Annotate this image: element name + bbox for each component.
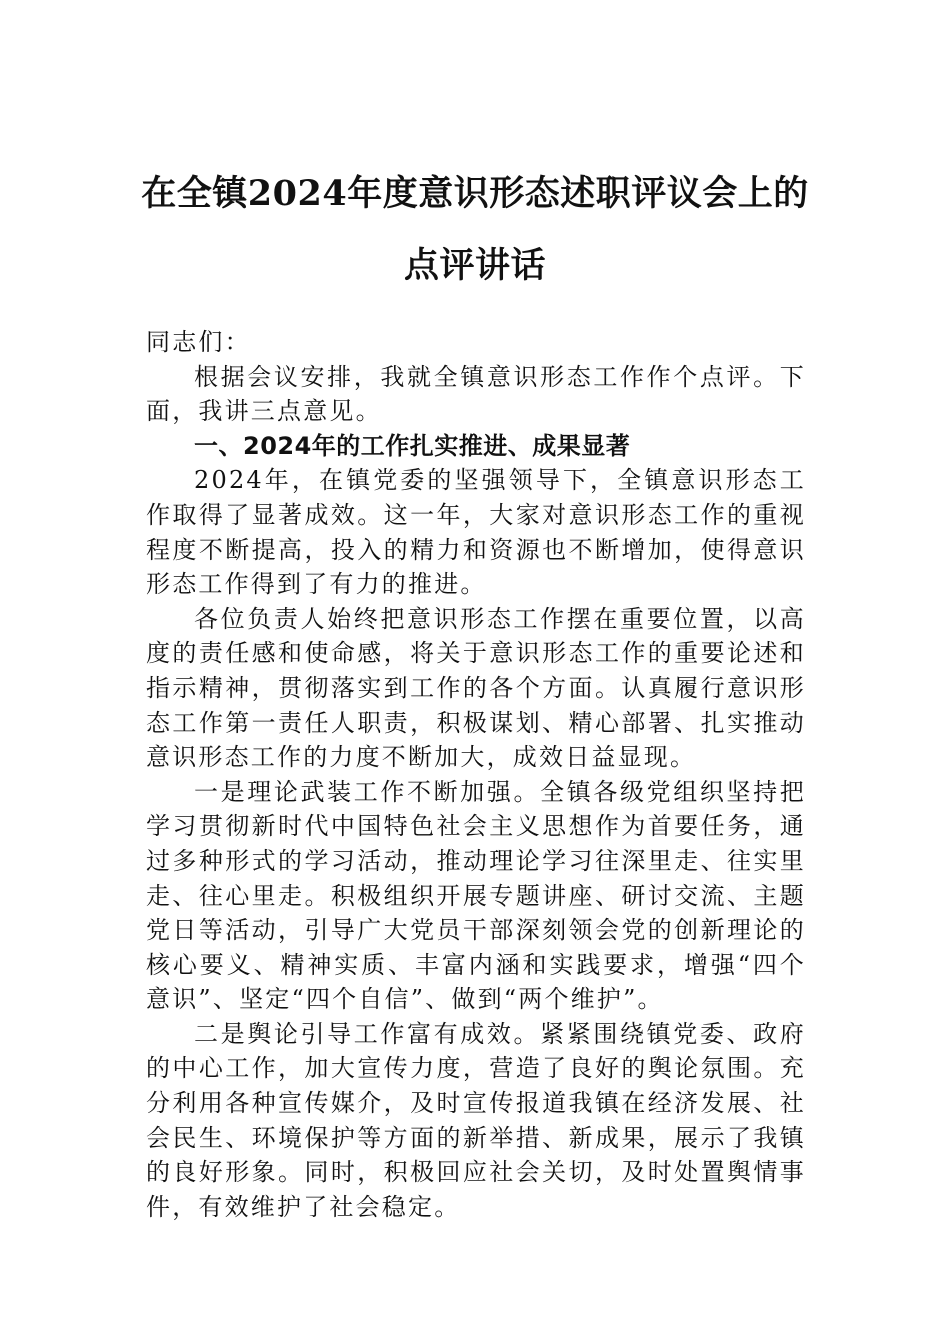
- title-line-1: 在全镇2024年度意识形态述职评议会上的: [141, 173, 809, 214]
- paragraph-4: 二是舆论引导工作富有成效。紧紧围绕镇党委、政府的中心工作，加大宣传力度，营造了良好的舆论氛围。充分利用各种宣传媒介，及时宣传报道我镇在经济发展、社会民生、环境保护等方面的新举措、新成果，展示了我镇的良好形象。同时，积极回应社会关切，及时处置舆情事件，有效维护了社会稳定。: [146, 1019, 806, 1221]
- intro-paragraph: 根据会议安排，我就全镇意识形态工作作个点评。下面，我讲三点意见。: [146, 362, 806, 426]
- greeting: 同志们：: [146, 328, 251, 356]
- paragraph-2: 各位负责人始终把意识形态工作摆在重要位置，以高度的责任感和使命感，将关于意识形态工作的重要论述和指示精神，贯彻落实到工作的各个方面。认真履行意识形态工作第一责任人职责，积极谋划、精心部署、扎实推动意识形态工作的力度不断加大，成效日益显现。: [146, 604, 806, 772]
- section-heading-1: 一、2024年的工作扎实推进、成果显著: [194, 431, 631, 460]
- document-body: [146, 325, 806, 1224]
- title-line-2: 点评讲话: [403, 245, 546, 286]
- paragraph-1: 2024年，在镇党委的坚强领导下，全镇意识形态工作取得了显著成效。这一年，大家对意识形态工作的重视程度不断提高，投入的精力和资源也不断增加，使得意识形态工作得到了有力的推进。: [146, 466, 806, 599]
- paragraph-3: 一是理论武装工作不断加强。全镇各级党组织坚持把学习贯彻新时代中国特色社会主义思想作为首要任务，通过多种形式的学习活动，推动理论学习往深里走、往实里走、往心里走。积极组织开展专题讲座、研讨交流、主题党日等活动，引导广大党员干部深刻领会党的创新理论的核心要义、精神实质、丰富内涵和实践要求，增强“四个意识”、坚定“四个自信”、做到“两个维护”。: [146, 777, 806, 1014]
- document-title: [100, 158, 850, 302]
